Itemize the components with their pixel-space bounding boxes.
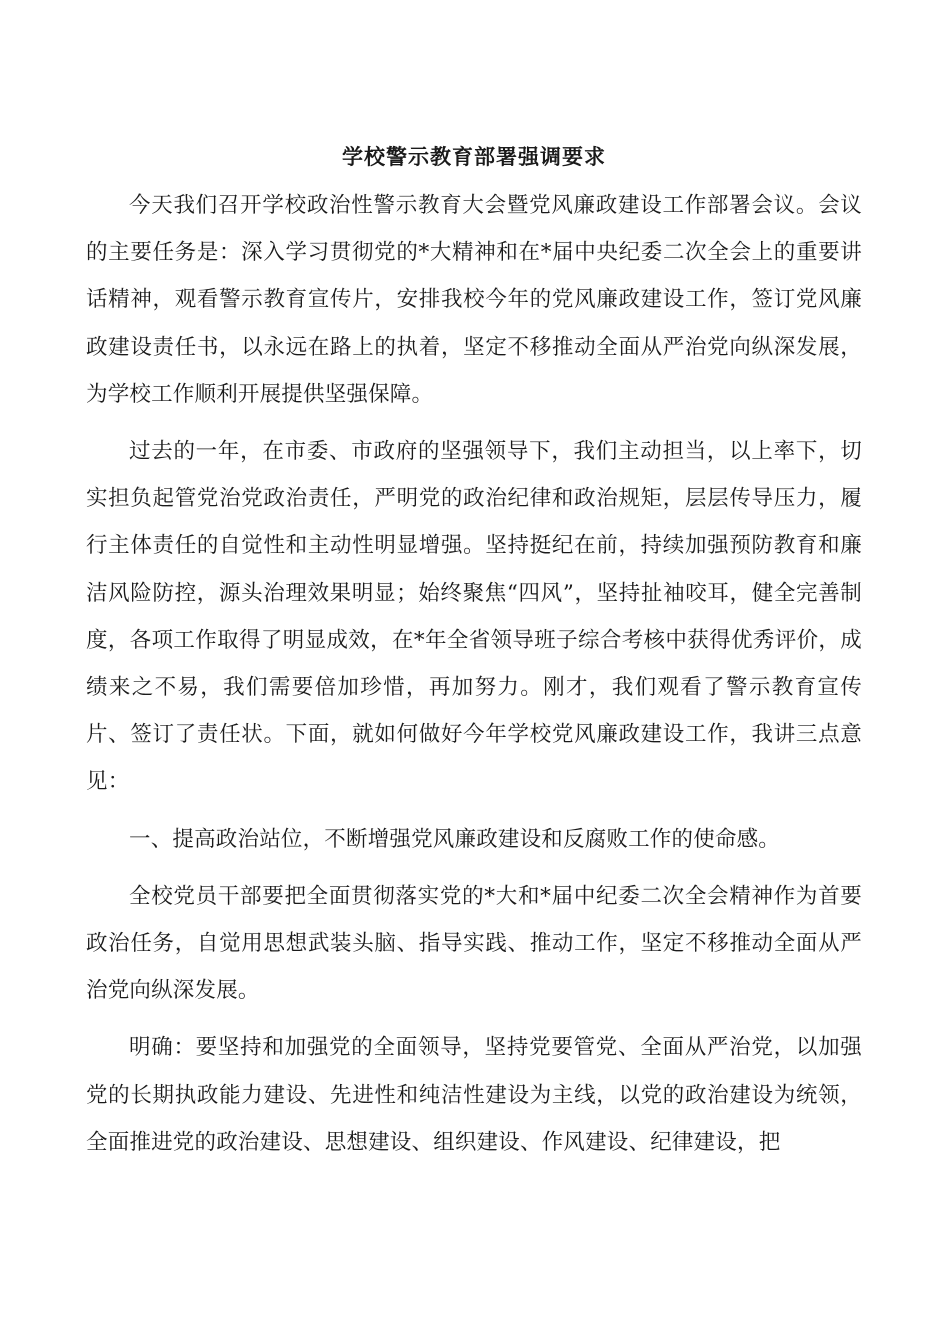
paragraph-clarification: 明确：要坚持和加强党的全面领导，坚持党要管党、全面从严治党，以加强党的长期执政能力建设、先进性和纯洁性建设为主线，以党的政治建设为统领，全面推进党的政治建设、思想建设、组织建设、作风建设、纪律建设，把	[86, 1035, 862, 1155]
paragraph-political-task: 全校党员干部要把全面贯彻落实党的*大和*届中纪委二次全会精神作为首要政治任务，自觉用思想武装头脑、指导实践、推动工作，坚定不移推动全面从严治党向纵深发展。	[86, 883, 862, 1004]
paragraph-section-one-heading: 一、提高政治站位，不断增强党风廉政建设和反腐败工作的使命感。	[129, 826, 781, 852]
paragraph-meeting-intro: 今天我们召开学校政治性警示教育大会暨党风廉政建设工作部署会议。会议的主要任务是：深入学习贯彻党的*大精神和在*届中央纪委二次全会上的重要讲话精神，观看警示教育宣传片，安排我校今年的党风廉政建设工作，签订党风廉政建设责任书，以永远在路上的执着，坚定不移推动全面从严治党向纵深发展，为学校工作顺利开展提供坚强保障。	[86, 193, 862, 407]
paragraph-past-year-review: 过去的一年，在市委、市政府的坚强领导下，我们主动担当，以上率下，切实担负起管党治党政治责任，严明党的政治纪律和政治规矩，层层传导压力，履行主体责任的自觉性和主动性明显增强。坚持挺纪在前，持续加强预防教育和廉洁风险防控，源头治理效果明显；始终聚焦“四风”，坚持扯袖咬耳，健全完善制度，各项工作取得了明显成效，在*年全省领导班子综合考核中获得优秀评价，成绩来之不易，我们需要倍加珍惜，再加努力。刚才，我们观看了警示教育宣传片、签订了责任状。下面，就如何做好今年学校党风廉政建设工作，我讲三点意见：	[86, 439, 862, 795]
document-page	[86, 134, 862, 1166]
document-title: 学校警示教育部署强调要求	[342, 144, 606, 169]
